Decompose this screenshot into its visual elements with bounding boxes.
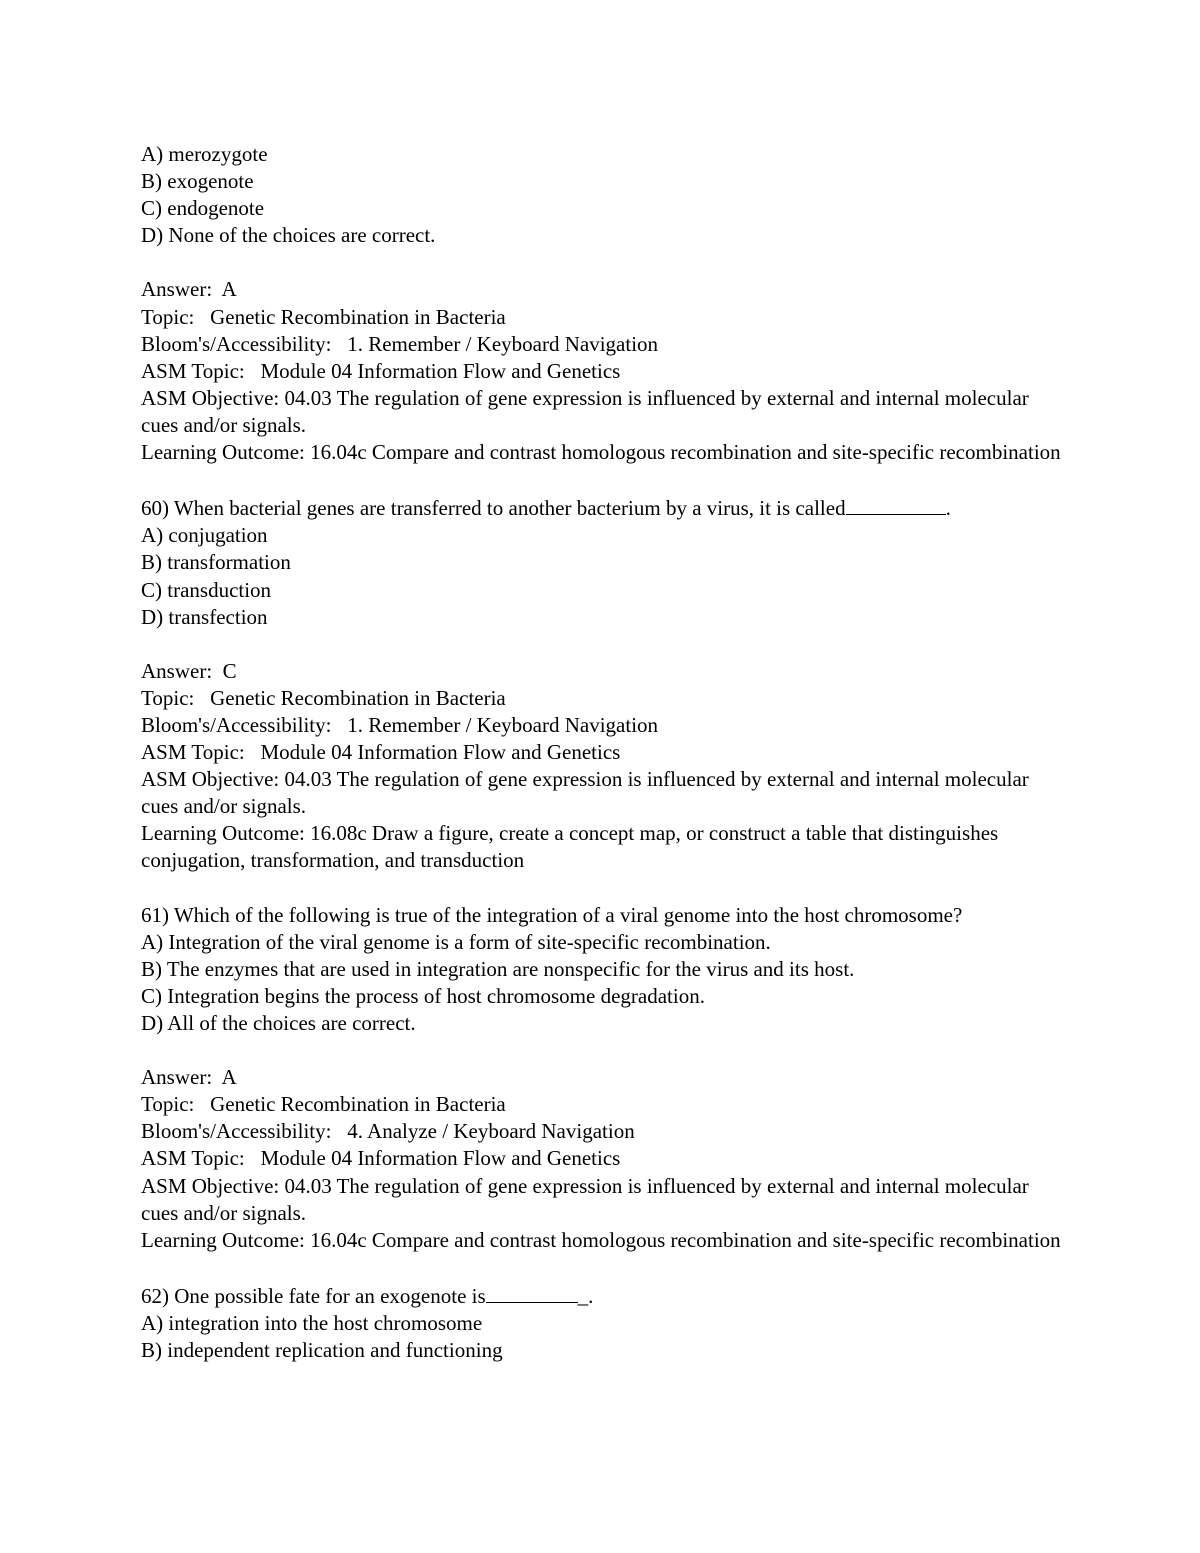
asm-objective: ASM Objective: 04.03 The regulation of gene expression is influenced by external and internal molecular cues and/or signals. [141, 1173, 1029, 1225]
answer: Answer: A [141, 277, 237, 302]
answer: Answer: C [141, 658, 237, 683]
blooms-accessibility: Bloom's/Accessibility: 1. Remember / Keyboard Navigation [141, 712, 659, 737]
choice-a: A) Integration of the viral genome is a form of site-specific recombination. [141, 929, 771, 954]
choice-d: D) transfection [141, 604, 268, 629]
choice-a: A) merozygote [141, 142, 268, 166]
spacer [141, 249, 1071, 276]
asm-topic: ASM Topic: Module 04 Information Flow and Genetics [141, 740, 621, 765]
spacer [141, 875, 1071, 902]
blooms-accessibility: Bloom's/Accessibility: 1. Remember / Keyboard Navigation [141, 331, 659, 356]
topic: Topic: Genetic Recombination in Bacteria [141, 685, 506, 710]
document-page [141, 141, 1071, 1364]
question-62-text: 62) One possible fate for an exogenote is [141, 1283, 486, 1308]
question-60-text: 60) When bacterial genes are transferred to another bacterium by a virus, it is called [141, 496, 846, 521]
question-60-end: . [945, 496, 951, 521]
choice-b: B) independent replication and functioning [141, 1338, 503, 1363]
question-61: 61) Which of the following is true of the integration of a viral genome into the host chromosome? [141, 902, 963, 927]
choice-a: A) conjugation [141, 523, 268, 548]
learning-outcome: Learning Outcome: 16.08c Draw a figure, create a concept map, or construct a table that distinguishes conjugation, transformation, and transduction [141, 821, 999, 873]
choice-c: C) endogenote [141, 196, 265, 221]
answer-blank [846, 493, 946, 515]
choice-c: C) Integration begins the process of host chromosome degradation. [141, 983, 705, 1008]
choice-a: A) integration into the host chromosome [141, 1311, 483, 1336]
choice-b: B) transformation [141, 550, 291, 575]
choice-c: C) transduction [141, 577, 272, 602]
topic: Topic: Genetic Recombination in Bacteria [141, 304, 506, 329]
topic: Topic: Genetic Recombination in Bacteria [141, 1092, 506, 1117]
answer: Answer: A [141, 1065, 237, 1090]
asm-objective: ASM Objective: 04.03 The regulation of gene expression is influenced by external and internal molecular cues and/or signals. [141, 385, 1029, 437]
question-62 [141, 1281, 1071, 1310]
asm-topic: ASM Topic: Module 04 Information Flow and Genetics [141, 358, 621, 383]
answer-blank [486, 1281, 578, 1303]
asm-topic: ASM Topic: Module 04 Information Flow and Genetics [141, 1146, 621, 1171]
question-62-end: _. [577, 1283, 594, 1308]
choice-b: B) exogenote [141, 169, 254, 194]
spacer [141, 466, 1071, 493]
learning-outcome: Learning Outcome: 16.04c Compare and contrast homologous recombination and site-specific recombination [141, 440, 1061, 465]
spacer [141, 631, 1071, 658]
learning-outcome: Learning Outcome: 16.04c Compare and contrast homologous recombination and site-specific recombination [141, 1227, 1061, 1252]
question-60 [141, 493, 1071, 522]
blooms-accessibility: Bloom's/Accessibility: 4. Analyze / Keyboard Navigation [141, 1119, 635, 1144]
spacer [141, 1254, 1071, 1281]
choice-d: D) All of the choices are correct. [141, 1011, 416, 1035]
spacer [141, 1037, 1071, 1064]
choice-d: D) None of the choices are correct. [141, 223, 436, 248]
asm-objective: ASM Objective: 04.03 The regulation of gene expression is influenced by external and internal molecular cues and/or signals. [141, 767, 1029, 819]
choice-b: B) The enzymes that are used in integration are nonspecific for the virus and its host. [141, 956, 855, 981]
